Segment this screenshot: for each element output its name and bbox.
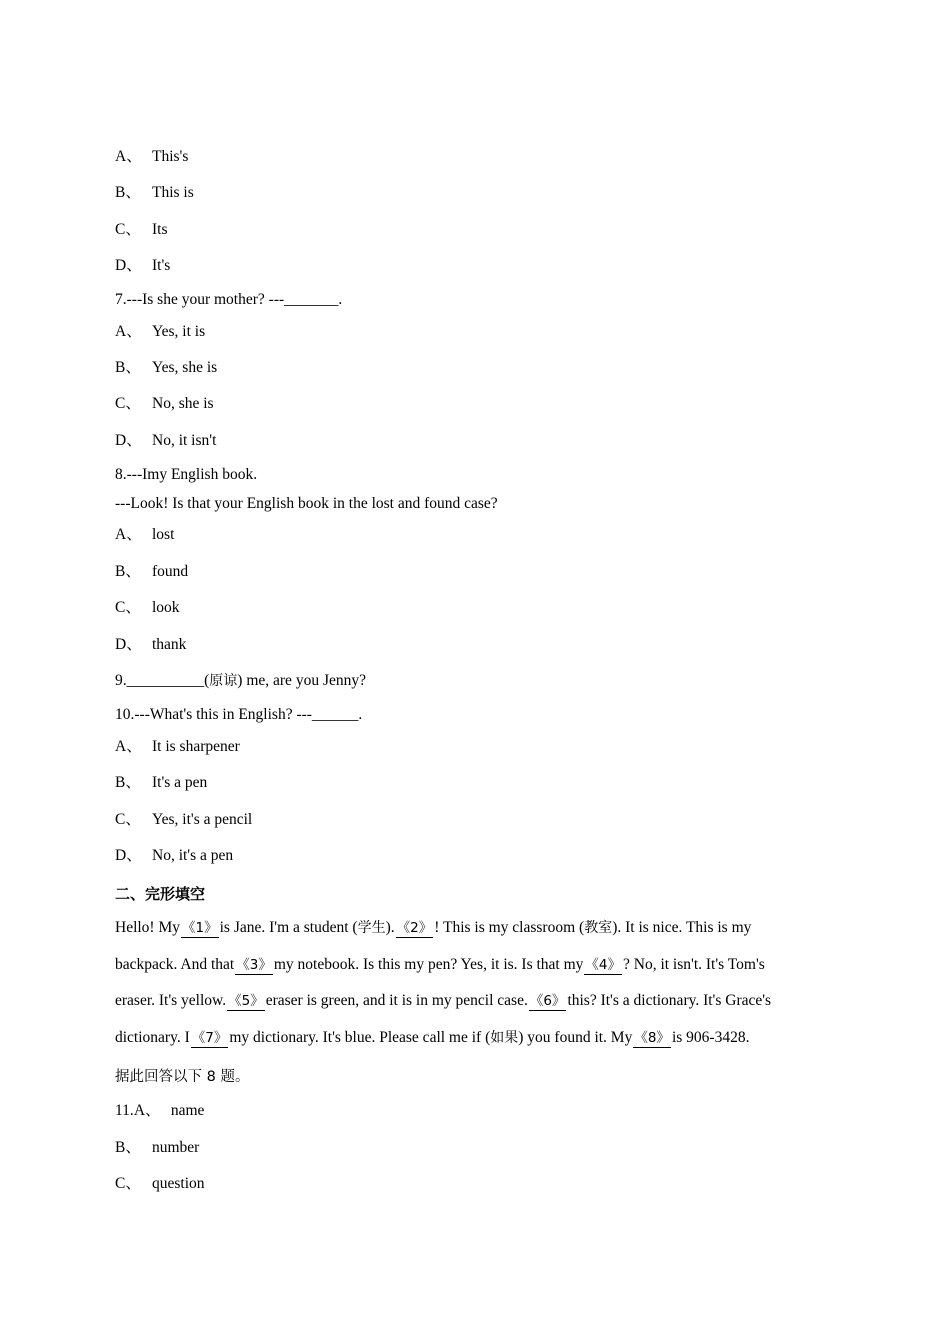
passage-text: Hello! My: [115, 919, 181, 936]
option-text: thank: [152, 636, 187, 653]
passage-cjk: 学生: [357, 920, 386, 936]
passage-text: ). It is nice. This is my: [612, 919, 752, 936]
passage-text: ) you found it. My: [518, 1029, 633, 1046]
option-letter: B、: [115, 359, 141, 376]
blank-2: 《2》: [396, 920, 433, 936]
option-text: No, it's a pen: [152, 847, 234, 864]
option-text: found: [152, 563, 189, 580]
passage-line-2: [115, 955, 765, 975]
option-letter: C、: [115, 811, 141, 828]
q11-option-a: [115, 1101, 204, 1121]
passage-text: this? It's a dictionary. It's Grace's: [567, 992, 772, 1009]
blank-7: 《7》: [191, 1030, 228, 1046]
q6-option-c: [115, 220, 168, 240]
passage-text: is 906-3428.: [671, 1029, 750, 1046]
passage-text: ? No, it isn't. It's Tom's: [623, 956, 765, 973]
q8-option-c: [115, 598, 180, 618]
q8-option-d: [115, 635, 186, 655]
q6-option-d: [115, 256, 170, 276]
blank-3: 《3》: [236, 957, 272, 973]
option-letter: D、: [115, 257, 142, 274]
q10-stem: 10.---What's this in English? ---______.: [115, 706, 363, 723]
q7-option-b: [115, 358, 217, 378]
q11-option-c: [115, 1174, 205, 1194]
q7-option-d: [115, 431, 216, 451]
blank-1: 《1》: [182, 920, 218, 936]
option-text: It's: [152, 257, 171, 274]
passage-cjk: 如果: [490, 1030, 519, 1046]
option-text: Yes, it is: [152, 323, 206, 340]
passage-text: my notebook. Is this my pen? Yes, it is. Is that my: [273, 956, 584, 973]
q6-option-a: [115, 147, 188, 167]
passage-text: my dictionary. It's blue. Please call me if (: [229, 1029, 491, 1046]
passage-text: ).: [385, 919, 395, 936]
option-letter: A、: [133, 1102, 161, 1119]
blank-8: 《8》: [634, 1030, 670, 1046]
option-text: This is: [152, 184, 194, 201]
passage-text: dictionary. I: [115, 1029, 190, 1046]
option-text: look: [152, 599, 180, 616]
option-letter: B、: [115, 1139, 141, 1156]
option-letter: B、: [115, 563, 141, 580]
q10-option-d: [115, 846, 233, 866]
option-letter: D、: [115, 636, 142, 653]
q9-prefix: 9.__________(: [115, 672, 210, 689]
option-letter: A、: [115, 323, 142, 340]
passage-line-4: [115, 1028, 749, 1048]
option-text: Yes, she is: [152, 359, 218, 376]
option-letter: D、: [115, 432, 142, 449]
q11-number: 11.: [115, 1102, 134, 1119]
option-letter: A、: [115, 148, 142, 165]
option-text: name: [170, 1102, 205, 1119]
option-letter: D、: [115, 847, 142, 864]
option-letter: C、: [115, 599, 141, 616]
q9-cjk-hint: 原谅: [209, 673, 238, 689]
passage-line-3: [115, 991, 771, 1011]
q9-suffix: ) me, are you Jenny?: [237, 672, 366, 689]
q6-option-b: [115, 183, 194, 203]
q11-option-b: [115, 1138, 199, 1158]
passage-text: ! This is my classroom (: [434, 919, 585, 936]
passage-text: eraser. It's yellow.: [115, 992, 227, 1009]
passage-text: backpack. And that: [115, 956, 235, 973]
q9-stem: [115, 671, 366, 691]
option-text: question: [152, 1175, 205, 1192]
instruction: 据此回答以下 8 题。: [115, 1069, 250, 1085]
q7-option-a: [115, 322, 205, 342]
option-text: Its: [152, 221, 168, 238]
passage-line-1: [115, 918, 751, 938]
option-text: Yes, it's a pencil: [152, 811, 253, 828]
passage-text: is Jane. I'm a student (: [219, 919, 358, 936]
q10-option-b: [115, 773, 207, 793]
option-letter: C、: [115, 1175, 141, 1192]
q8-stem-line1: 8.---Imy English book.: [115, 466, 258, 483]
section-title: 二、完形填空: [115, 885, 206, 903]
option-letter: A、: [115, 738, 142, 755]
option-letter: B、: [115, 774, 141, 791]
blank-4: 《4》: [585, 957, 621, 973]
q10-option-a: [115, 737, 240, 757]
q8-stem-line2: ---Look! Is that your English book in the lost and found case?: [115, 495, 498, 512]
option-text: number: [152, 1139, 200, 1156]
option-letter: C、: [115, 221, 141, 238]
option-text: This's: [152, 148, 189, 165]
blank-6: 《6》: [529, 993, 566, 1009]
q10-option-c: [115, 810, 252, 830]
q8-option-a: [115, 525, 174, 545]
q7-option-c: [115, 394, 214, 414]
q7-stem: 7.---Is she your mother? ---_______.: [115, 291, 343, 308]
passage-cjk: 教室: [584, 920, 613, 936]
option-letter: A、: [115, 526, 142, 543]
option-text: No, it isn't: [152, 432, 217, 449]
option-text: It is sharpener: [152, 738, 240, 755]
q8-option-b: [115, 562, 188, 582]
passage-text: eraser is green, and it is in my pencil case.: [265, 992, 528, 1009]
option-letter: B、: [115, 184, 141, 201]
blank-5: 《5》: [228, 993, 264, 1009]
option-text: It's a pen: [152, 774, 208, 791]
option-text: lost: [152, 526, 175, 543]
option-letter: C、: [115, 395, 141, 412]
option-text: No, she is: [152, 395, 214, 412]
